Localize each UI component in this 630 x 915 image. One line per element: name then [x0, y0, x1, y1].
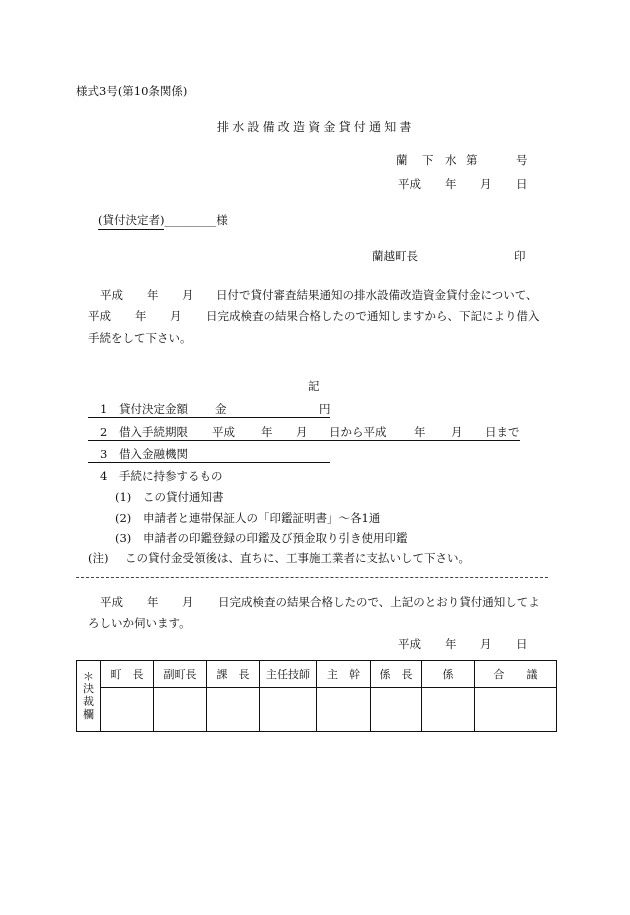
approval-line-1-year: 年 — [147, 595, 159, 609]
body-line-1-month: 月 — [182, 288, 194, 302]
approval-row-label-char-2: 裁 — [83, 695, 94, 708]
header-kacho: 課 長 — [207, 661, 260, 688]
item-1-kin: 金 — [215, 402, 227, 416]
item-2-num: 2 — [100, 425, 108, 439]
body-line-2-year: 年 — [135, 309, 147, 323]
body-line-1-era: 平成 — [100, 288, 123, 302]
item-2-year2: 年 — [414, 425, 426, 439]
item-1-num: 1 — [100, 402, 108, 416]
item-4-sub-3-num: (3) — [115, 531, 132, 545]
approval-date-day: 日 — [516, 637, 528, 651]
issuer-name: 蘭越町長 — [372, 249, 418, 263]
note-text: この貸付金受領後は、直ちに、工事施工業者に支払いして下さい。 — [125, 551, 470, 565]
doc-number-go: 号 — [516, 153, 528, 167]
item-2-year: 年 — [261, 425, 273, 439]
item-4-sub-1-num: (1) — [115, 490, 132, 504]
body-line-2-month: 月 — [170, 309, 182, 323]
approval-row-label-mark: ＊ — [83, 669, 94, 683]
header-kakaricho: 係 長 — [371, 661, 422, 688]
body-line-2-era: 平成 — [88, 309, 111, 323]
doc-number-sec: 下 — [422, 153, 434, 167]
item-1-label: 貸付決定金額 — [119, 402, 188, 416]
form-reference: 様式3号(第10条関係) — [76, 84, 188, 98]
approval-row-label-cell — [77, 661, 101, 732]
stamp-cell-shukan[interactable] — [317, 688, 371, 732]
issuer-seal: 印 — [514, 249, 526, 263]
body-line-1-year: 年 — [147, 288, 159, 302]
date-year: 年 — [445, 177, 457, 191]
recipient-blank: _________ — [164, 213, 217, 227]
dashed-separator — [76, 577, 548, 578]
header-chocho: 町 長 — [101, 661, 154, 688]
stamp-cell-fukuchocho[interactable] — [154, 688, 207, 732]
item-4-label: 手続に持参するもの — [119, 469, 223, 483]
item-3-num: 3 — [100, 447, 108, 461]
item-2-month2: 月 — [451, 425, 463, 439]
body-line-3: 手続をして下さい。 — [88, 331, 192, 345]
approval-row-label-char-1: 決 — [83, 682, 94, 696]
header-gogi: 合 議 — [475, 661, 557, 688]
stamp-cell-shunin-gishi[interactable] — [260, 688, 317, 732]
recipient-label: (貸付決定者) — [98, 213, 164, 230]
approval-line-1-text: 日完成検査の結果合格したので、上記のとおり貸付通知してよ — [218, 595, 540, 609]
item-1-yen: 円 — [319, 402, 331, 416]
header-shunin-gishi: 主任技師 — [260, 661, 317, 688]
recipient-line — [98, 215, 228, 227]
stamp-cell-chocho[interactable] — [101, 688, 154, 732]
approval-date-era: 平成 — [398, 637, 421, 651]
stamp-cell-gogi[interactable] — [475, 688, 557, 732]
document-title: 排水設備改造資金貸付通知書 — [217, 120, 415, 134]
approval-line-1-era: 平成 — [100, 595, 123, 609]
date-day: 日 — [516, 177, 528, 191]
date-month: 月 — [480, 177, 492, 191]
item-4-sub-3-text: 申請者の印鑑登録の印鑑及び預金取り引き使用印鑑 — [143, 531, 408, 545]
item-2-era: 平成 — [212, 425, 235, 439]
approval-row-label — [77, 671, 100, 722]
item-2-label: 借入手続期限 — [119, 425, 188, 439]
note-label: (注) — [88, 551, 109, 565]
item-2-until: 日まで — [485, 425, 520, 439]
header-fukuchocho: 副町長 — [154, 661, 207, 688]
item-3-label: 借入金融機関 — [119, 447, 188, 461]
item-4-sub-2-text: 申請者と連帯保証人の「印鑑証明書」～各1通 — [143, 511, 381, 525]
stamp-cell-kakari[interactable] — [422, 688, 475, 732]
approval-row-label-char-3: 欄 — [83, 707, 94, 721]
item-4-sub-1-text: この貸付通知書 — [143, 490, 224, 504]
approval-date-month: 月 — [480, 637, 492, 651]
header-shukan: 主 幹 — [317, 661, 371, 688]
stamp-cell-kacho[interactable] — [207, 688, 260, 732]
header-kakari: 係 — [422, 661, 475, 688]
item-4-sub-2-num: (2) — [115, 511, 132, 525]
doc-number-prefix: 蘭 — [396, 153, 408, 167]
doc-number-water: 水 — [445, 153, 457, 167]
approval-line-2: ろしいか伺います。 — [88, 616, 191, 630]
item-2-from: 日から平成 — [329, 425, 387, 439]
doc-number-no: 第 — [466, 153, 478, 167]
approval-date-year: 年 — [445, 637, 457, 651]
item-4-num: 4 — [100, 469, 108, 483]
approval-line-1-month: 月 — [182, 595, 194, 609]
body-line-1-text: 日付で貸付審査結果通知の排水設備改造資金貸付金について、 — [216, 288, 538, 302]
stamp-cell-kakaricho[interactable] — [371, 688, 422, 732]
recipient-honorific: 様 — [216, 213, 228, 227]
body-line-2-text: 日完成検査の結果合格したので通知しますから、下記により借入 — [206, 309, 540, 323]
item-2-month: 月 — [296, 425, 308, 439]
ki-heading: 記 — [308, 379, 320, 393]
approval-stamp-table — [76, 660, 557, 732]
date-era: 平成 — [398, 177, 421, 191]
